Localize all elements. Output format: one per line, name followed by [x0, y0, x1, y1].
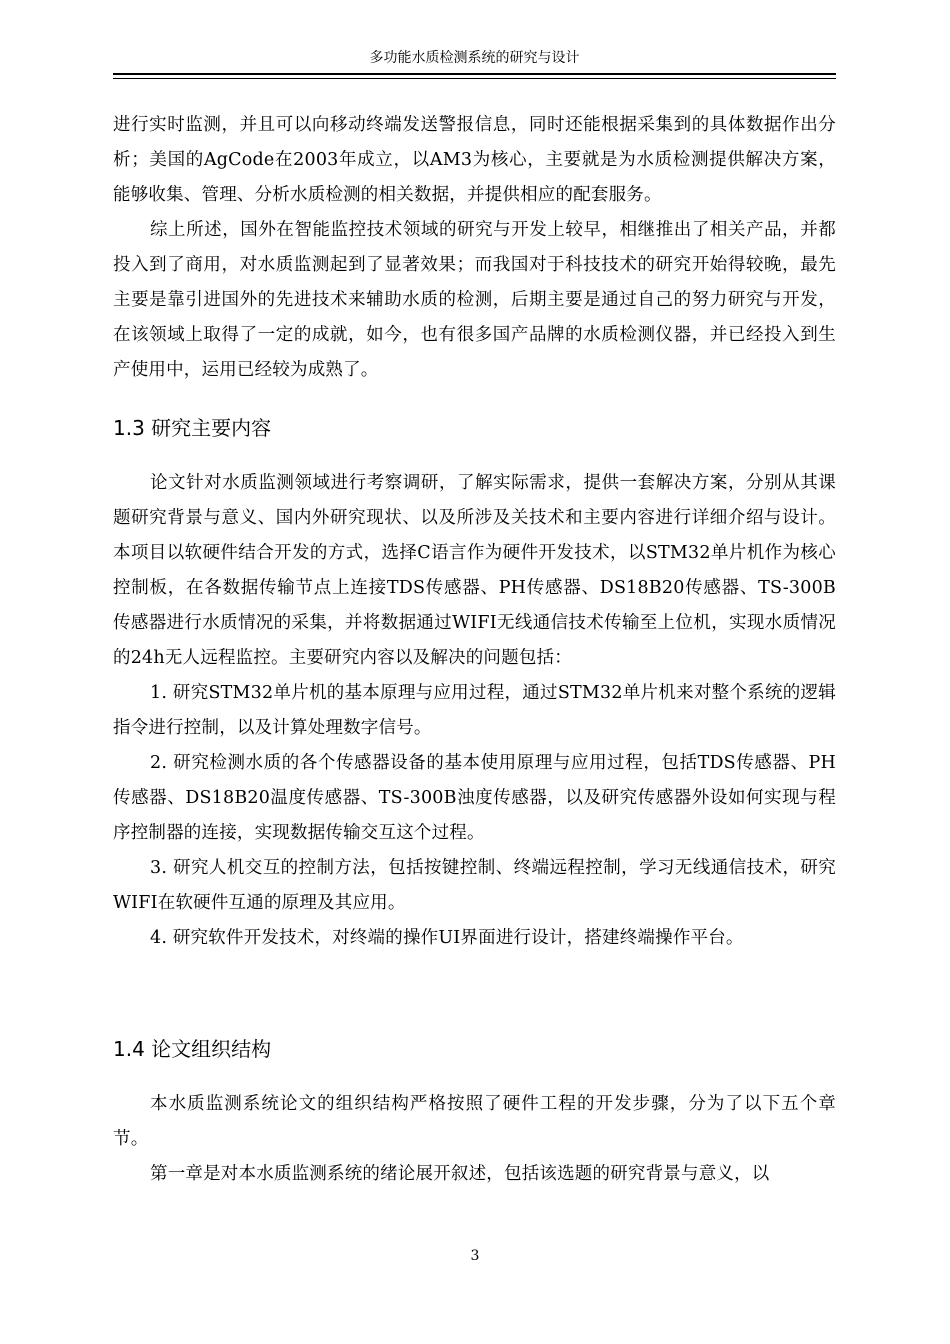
section-heading-1-4: 1.4 论文组织结构	[113, 1037, 272, 1061]
list-item-4: 4. 研究软件开发技术，对终端的操作UI界面进行设计，搭建终端操作平台。	[150, 928, 744, 948]
paragraph-research-overview: 论文针对水质监测领域进行考察调研，了解实际需求，提供一套解决方案，分别从其课题研究背景与意义、国内外研究现状、以及所涉及关技术和主要内容进行详细介绍与设计。本项目以软硬件结合开发的方式，选择C语言作为硬件开发技术，以STM32单片机作为核心控制板，在各数据传输节点上连接TDS传感器、PH传感器、DS18B20传感器、TS-300B传感器进行水质情况的采集，并将数据通过WIFI无线通信技术传输至上位机，实现水质情况的24h无人远程监控。主要研究内容以及解决的问题包括：	[113, 473, 836, 668]
list-item-2: 2. 研究检测水质的各个传感器设备的基本使用原理与应用过程，包括TDS传感器、PH传感器、DS18B20温度传感器、TS-300B浊度传感器，以及研究传感器外设如何实现与程序控制器的连接，实现数据传输交互这个过程。	[113, 753, 836, 843]
header-rule-thin	[113, 78, 836, 79]
list-item-3: 3. 研究人机交互的控制方法，包括按键控制、终端远程控制，学习无线通信技术，研究WIFI在软硬件互通的原理及其应用。	[113, 858, 836, 913]
section-heading-1-3: 1.3 研究主要内容	[113, 416, 272, 440]
paragraph-summary: 综上所述，国外在智能监控技术领域的研究与开发上较早，相继推出了相关产品，并都投入到了商用，对水质监测起到了显著效果；而我国对于科技技术的研究开始得较晚，最先主要是靠引进国外的先进技术来辅助水质的检测，后期主要是通过自己的努力研究与开发，在该领域上取得了一定的成就，如今，也有很多国产品牌的水质检测仪器，并已经投入到生产使用中，运用已经较为成熟了。	[113, 220, 836, 380]
running-header: 多功能水质检测系统的研究与设计	[369, 50, 580, 66]
body-text	[113, 108, 836, 1192]
header-rule-thick	[113, 73, 836, 75]
paragraph-continued: 进行实时监测，并且可以向移动终端发送警报信息，同时还能根据采集到的具体数据作出分析；美国的AgCode在2003年成立，以AM3为核心，主要就是为水质检测提供解决方案，能够收集、管理、分析水质检测的相关数据，并提供相应的配套服务。	[113, 115, 836, 205]
list-item-1: 1. 研究STM32单片机的基本原理与应用过程，通过STM32单片机来对整个系统的逻辑指令进行控制，以及计算处理数字信号。	[113, 683, 836, 738]
paragraph-structure: 本水质监测系统论文的组织结构严格按照了硬件工程的开发步骤，分为了以下五个章节。	[113, 1094, 836, 1149]
paragraph-chapter-one: 第一章是对本水质监测系统的绪论展开叙述，包括该选题的研究背景与意义，以	[150, 1164, 770, 1184]
page-number: 3	[470, 1248, 480, 1264]
